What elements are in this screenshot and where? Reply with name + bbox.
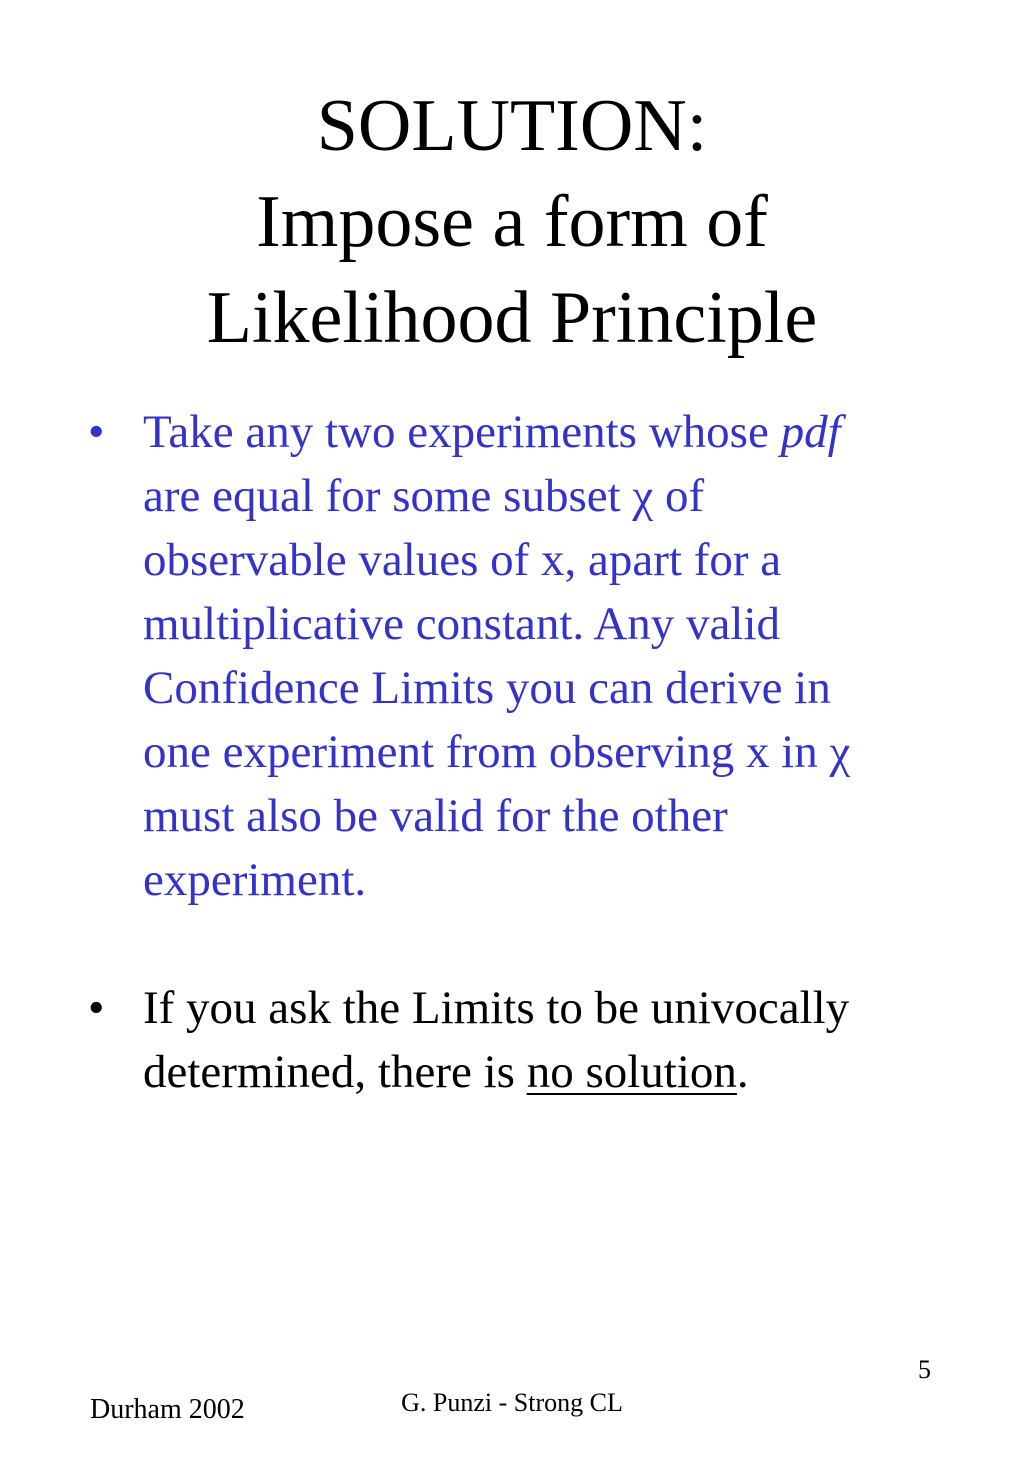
bullet-1-line-6: one experiment from observing x in χ	[143, 726, 851, 778]
footer-author: G. Punzi - Strong CL	[401, 1388, 623, 1417]
bullet-1-line-5: Confidence Limits you can derive in	[143, 662, 831, 714]
bullet-item-likelihood	[88, 400, 968, 912]
bullet-2-line-2	[143, 1040, 968, 1104]
bullet-1-line-4: multiplicative constant. Any valid	[143, 598, 781, 650]
title-line-3: Likelihood Principle	[206, 277, 818, 359]
bullet-1-line-2: are equal for some subset χ of	[143, 470, 705, 522]
pdf-term: pdf	[780, 406, 841, 458]
bullet-1-line-8: experiment.	[143, 854, 367, 906]
bullet-2-line-1: If you ask the Limits to be univocally	[143, 982, 850, 1034]
bullet-2-line-2-text: determined, there is	[143, 1046, 527, 1098]
bullet-2-line-2-end: .	[736, 1046, 749, 1098]
title-line-1: SOLUTION:	[316, 85, 708, 167]
footer-venue: Durham 2002	[90, 1394, 245, 1425]
bullet-1-line-1	[143, 400, 968, 464]
title-line-2: Impose a form of	[256, 181, 768, 263]
bullet-1-line-1-text: Take any two experiments whose	[143, 406, 781, 458]
bullet-list	[88, 400, 968, 1104]
no-solution-emphasis: no solution	[526, 1046, 737, 1098]
page-number: 5	[918, 1355, 931, 1384]
bullet-marker: •	[88, 982, 105, 1034]
bullet-item-no-solution	[88, 976, 968, 1104]
bullet-1-line-7: must also be valid for the other	[143, 790, 728, 842]
bullet-marker: •	[88, 406, 105, 458]
bullet-1-line-3: observable values of x, apart for a	[143, 534, 782, 586]
slide-title	[0, 78, 1024, 366]
